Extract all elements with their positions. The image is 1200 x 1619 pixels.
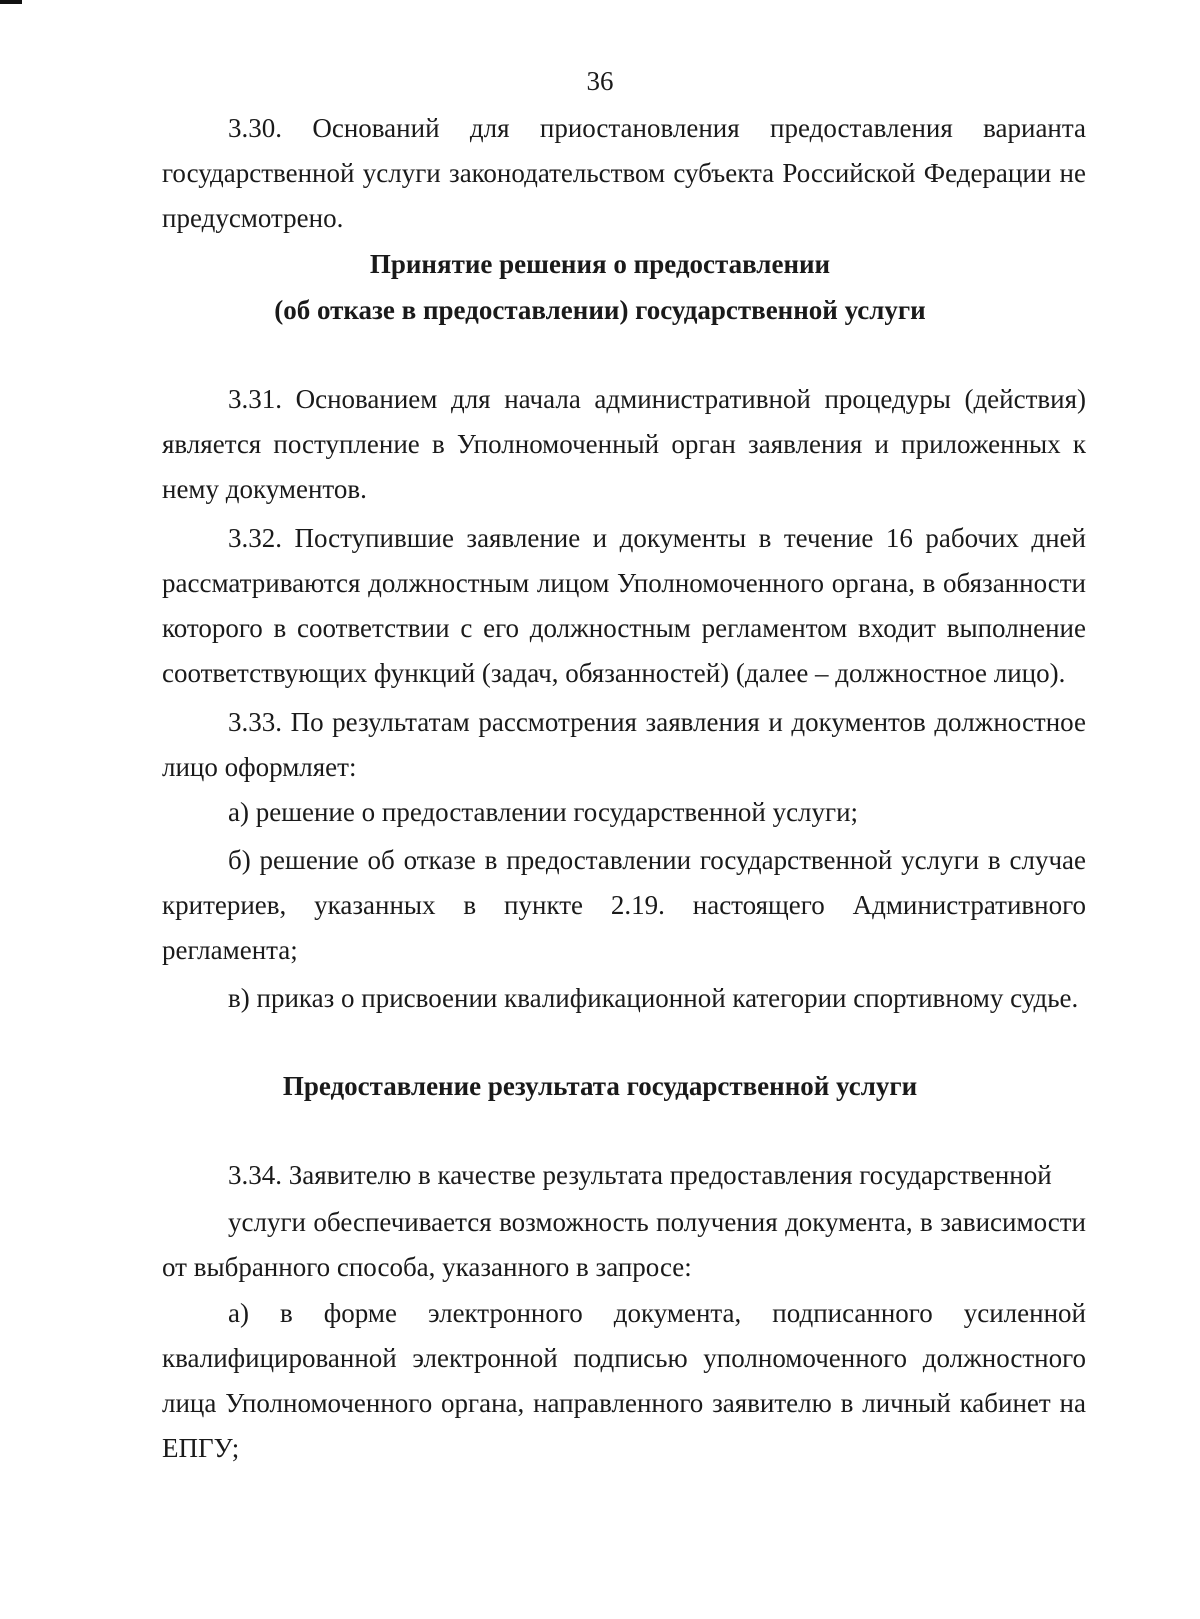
paragraph-3-32: 3.32. Поступившие заявление и документы в течение 16 рабочих дней рассматриваются должностным лицом Уполномоченного органа, в обязанности которого в соответствии с его должностным регламентом входит выполнение соответствующих функций (задач, обязанностей) (далее – должностное лицо). [162,523,1086,688]
paragraph-3-33: 3.33. По результатам рассмотрения заявления и документов должностное лицо оформляет: [162,707,1086,782]
list-item-3-33-b: б) решение об отказе в предоставлении государственной услуги в случае критериев, указанных в пункте 2.19. настоящего Административного регламента; [162,845,1086,965]
section-heading-result: Предоставление результата государственной услуги [282,1071,918,1101]
section-heading-decision-line1: Принятие решения о предоставлении [369,249,831,279]
paragraph-3-34-rest: услуги обеспечивается возможность получения документа, в зависимости от выбранного способа, указанного в запросе: [162,1207,1086,1282]
list-item-3-34-a: а) в форме электронного документа, подписанного усиленной квалифицированной электронной подписью уполномоченного должностного лица Уполномоченного органа, направленного заявителю в личный кабинет на ЕПГУ; [162,1298,1086,1463]
page-number: 36 [586,66,614,96]
paragraph-3-34-line1: 3.34. Заявителю в качестве результата предоставления государственной [228,1160,1052,1190]
list-item-3-33-a: а) решение о предоставлении государственной услуги; [228,797,859,827]
scan-corner-mark [0,0,22,4]
paragraph-3-31: 3.31. Основанием для начала административной процедуры (действия) является поступление в Уполномоченный орган заявления и приложенных к нему документов. [162,384,1086,504]
list-item-3-33-c: в) приказ о присвоении квалификационной категории спортивному судье. [228,983,1079,1013]
paragraph-3-30: 3.30. Оснований для приостановления предоставления варианта государственной услуги законодательством субъекта Российской Федерации не предусмотрено. [162,113,1086,233]
section-heading-decision-line2: (об отказе в предоставлении) государственной услуги [274,295,926,325]
